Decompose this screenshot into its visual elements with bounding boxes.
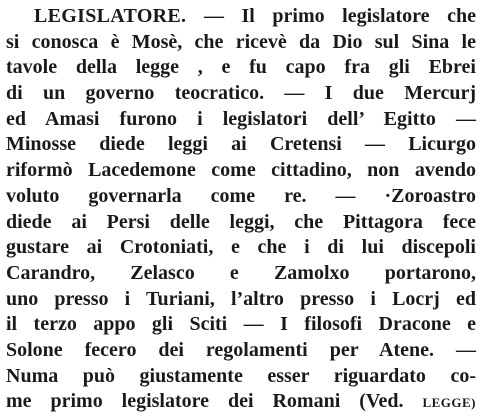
- entry-line: Numa può giustamente esser riguardato co-: [6, 364, 476, 387]
- entry-line: il terzo appo gli Sciti — I filosofi Dracone e: [6, 313, 476, 336]
- entry-line: si conosca è Mosè, che ricevè da Dio sul Sina le: [6, 30, 476, 53]
- entry-line: tavole della legge , e fu capo fra gli Ebrei: [6, 56, 476, 79]
- entry-line: LEGISLATORE. — Il primo legislatore che: [34, 5, 476, 27]
- dictionary-entry: [6, 4, 476, 415]
- entry-line: voluto governarla come re. — ·Zoroastro: [6, 184, 476, 207]
- entry-line: di un governo teocratico. — I due Mercurj: [6, 82, 476, 105]
- entry-line: diede ai Persi delle leggi, che Pittagora fece: [6, 210, 476, 233]
- entry-line: Solone fecero dei regolamenti per Atene. —: [6, 338, 476, 361]
- entry-line: riformò Lacedemone come cittadino, non avendo: [6, 159, 476, 182]
- entry-line: Minosse diede leggi ai Cretensi — Licurgo: [6, 133, 476, 156]
- entry-headword: LEGISLATORE.: [34, 5, 187, 27]
- entry-line: ed Amasi furono i legislatori dell’ Egitto —: [6, 107, 476, 130]
- cross-reference: LEGGE): [422, 395, 477, 411]
- entry-line: Carandro, Zelasco e Zamolxo portarono,: [6, 261, 476, 284]
- entry-line: me primo legislatore dei Romani (Ved. LEGGE): [6, 390, 477, 413]
- entry-line: gustare ai Crotoniati, e che i di lui discepoli: [6, 236, 476, 259]
- entry-line: uno presso i Turiani, l’altro presso i Locrj ed: [6, 287, 476, 310]
